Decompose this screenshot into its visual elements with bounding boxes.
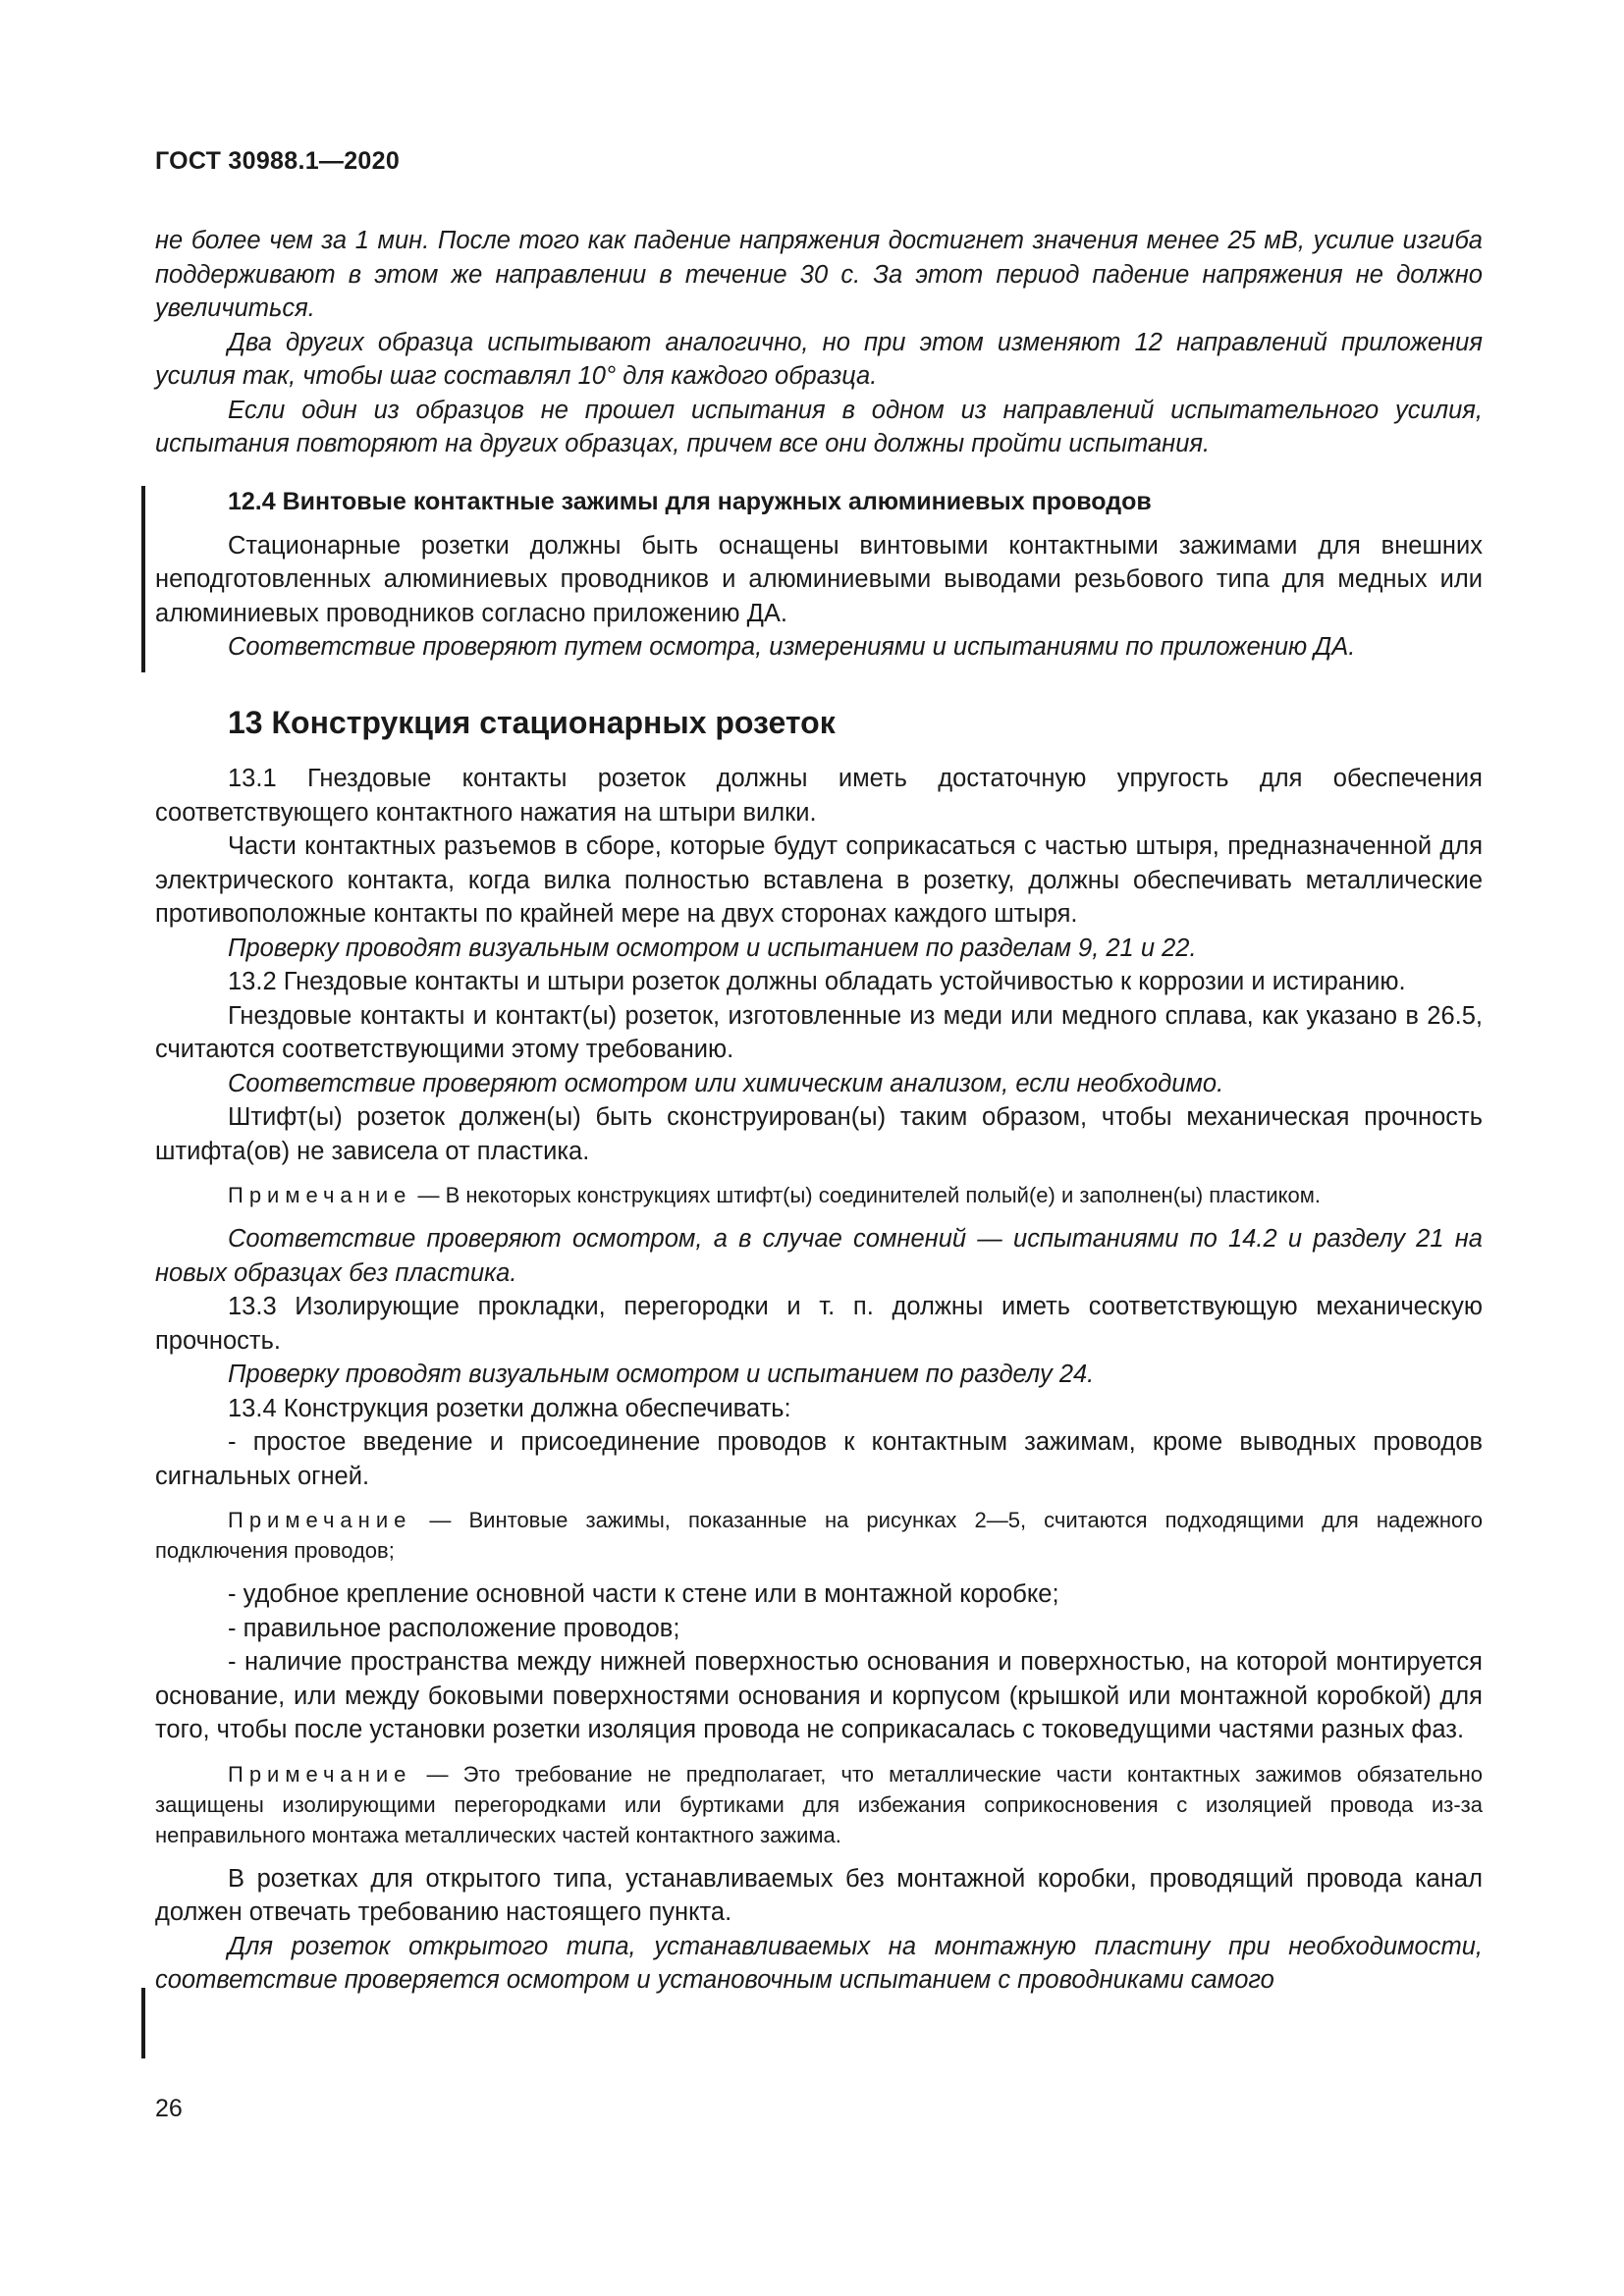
note: [155, 1180, 1483, 1210]
paragraph: 13.4 Конструкция розетки должна обеспечивать:: [228, 1394, 791, 1422]
note: [155, 1759, 1483, 1850]
note-text: — В некоторых конструкциях штифт(ы) соединителей полый(е) и заполнен(ы) пластиком.: [411, 1183, 1321, 1207]
paragraph: Штифт(ы) розеток должен(ы) быть сконструирован(ы) таким образом, чтобы механическая прочность штифта(ов) не зависела от пластика.: [155, 1103, 1483, 1165]
paragraph: Части контактных разъемов в сборе, которые будут соприкасаться с частью штыря, предназначенной для электрического контакта, когда вилка полностью вставлена в розетку, должны обеспечивать металлические противоположные контакты по крайней мере на двух сторонах каждого штыря.: [155, 832, 1483, 928]
paragraph: Два других образца испытывают аналогично, но при этом изменяют 12 направлений приложения усилия так, чтобы шаг составлял 10° для каждого образца.: [155, 328, 1483, 390]
paragraph: 13.1 Гнездовые контакты розеток должны иметь достаточную упругость для обеспечения соответствующего контактного нажатия на штыри вилки.: [155, 765, 1483, 827]
list-item: - простое введение и присоединение проводов к контактным зажимам, кроме выводных проводов сигнальных огней.: [155, 1428, 1483, 1490]
paragraph: 13.2 Гнездовые контакты и штыри розеток должны обладать устойчивостью к коррозии и истиранию.: [228, 968, 1406, 995]
note-label: Примечание: [228, 1183, 412, 1207]
section-title: 13 Конструкция стационарных розеток: [228, 705, 836, 740]
paragraph: В розетках для открытого типа, устанавливаемых без монтажной коробки, проводящий провода канал должен отвечать требованию настоящего пункта.: [155, 1864, 1483, 1926]
change-bar: [141, 486, 145, 672]
section-13-body: [155, 762, 1483, 1998]
list-item: - удобное крепление основной части к стене или в монтажной коробке;: [228, 1580, 1059, 1608]
page-number: 26: [155, 2095, 183, 2122]
paragraph: Соответствие проверяют осмотром или химическим анализом, если необходимо.: [228, 1069, 1224, 1097]
section-12-4: [155, 485, 1483, 665]
paragraph: Соответствие проверяют путем осмотра, измерениями и испытаниями по приложению ДА.: [228, 633, 1356, 661]
list-item: - наличие пространства между нижней поверхностью основания и поверхностью, на которой монтируется основание, или между боковыми поверхностями основания и корпусом (крышкой или монтажной коробкой) для того, чтобы после установки розетки изоляция провода не соприкасалась с токоведущими частями разных фаз.: [155, 1648, 1483, 1743]
document-id: ГОСТ 30988.1—2020: [155, 147, 401, 175]
note-label: Примечание: [228, 1761, 412, 1787]
note-label: Примечание: [228, 1508, 412, 1532]
change-bar: [141, 1988, 145, 2058]
note: [155, 1505, 1483, 1566]
paragraph: Для розеток открытого типа, устанавливаемых на монтажную пластину при необходимости, соответствие проверяется осмотром и установочным испытанием с проводниками самого: [155, 1932, 1483, 1994]
list-item: - правильное расположение проводов;: [228, 1614, 680, 1642]
paragraph: Проверку проводят визуальным осмотром и испытанием по разделу 24.: [228, 1361, 1095, 1388]
note-text: — Винтовые зажимы, показанные на рисунках 2—5, считаются подходящими для надежного подключения проводов;: [155, 1508, 1483, 1563]
paragraph: Если один из образцов не прошел испытания в одном из направлений испытательного усилия, испытания повторяют на других образцах, причем все они должны пройти испытания.: [155, 396, 1483, 457]
paragraph: Гнездовые контакты и контакт(ы) розеток, изготовленные из меди или медного сплава, как указано в 26.5, считаются соответствующими этому требованию.: [155, 1001, 1483, 1063]
subsection-title: 12.4 Винтовые контактные зажимы для наружных алюминиевых проводов: [228, 488, 1152, 515]
paragraph: Проверку проводят визуальным осмотром и испытанием по разделам 9, 21 и 22.: [228, 934, 1197, 962]
note-text: — Это требование не предполагает, что металлические части контактных зажимов обязательно защищены изолирующими перегородками или буртиками для избежания соприкосновения с изоляцией провода из-за неправильного монтажа металлических частей контактного зажима.: [155, 1761, 1483, 1847]
paragraph: Соответствие проверяют осмотром, а в случае сомнений — испытаниями по 14.2 и разделу 21 на новых образцах без пластика.: [155, 1225, 1483, 1287]
continued-text: [155, 224, 1483, 461]
paragraph: 13.3 Изолирующие прокладки, перегородки и т. п. должны иметь соответствующую механическую прочность.: [155, 1293, 1483, 1355]
paragraph: не более чем за 1 мин. После того как падение напряжения достигнет значения менее 25 мВ, усилие изгиба поддерживают в этом же направлении в течение 30 с. За этот период падение напряжения не должно увеличиться.: [155, 227, 1483, 322]
paragraph: Стационарные розетки должны быть оснащены винтовыми контактными зажимами для внешних неподготовленных алюминиевых проводников и алюминиевыми выводами резьбового типа для медных или алюминиевых проводников согласно приложению ДА.: [155, 531, 1483, 627]
